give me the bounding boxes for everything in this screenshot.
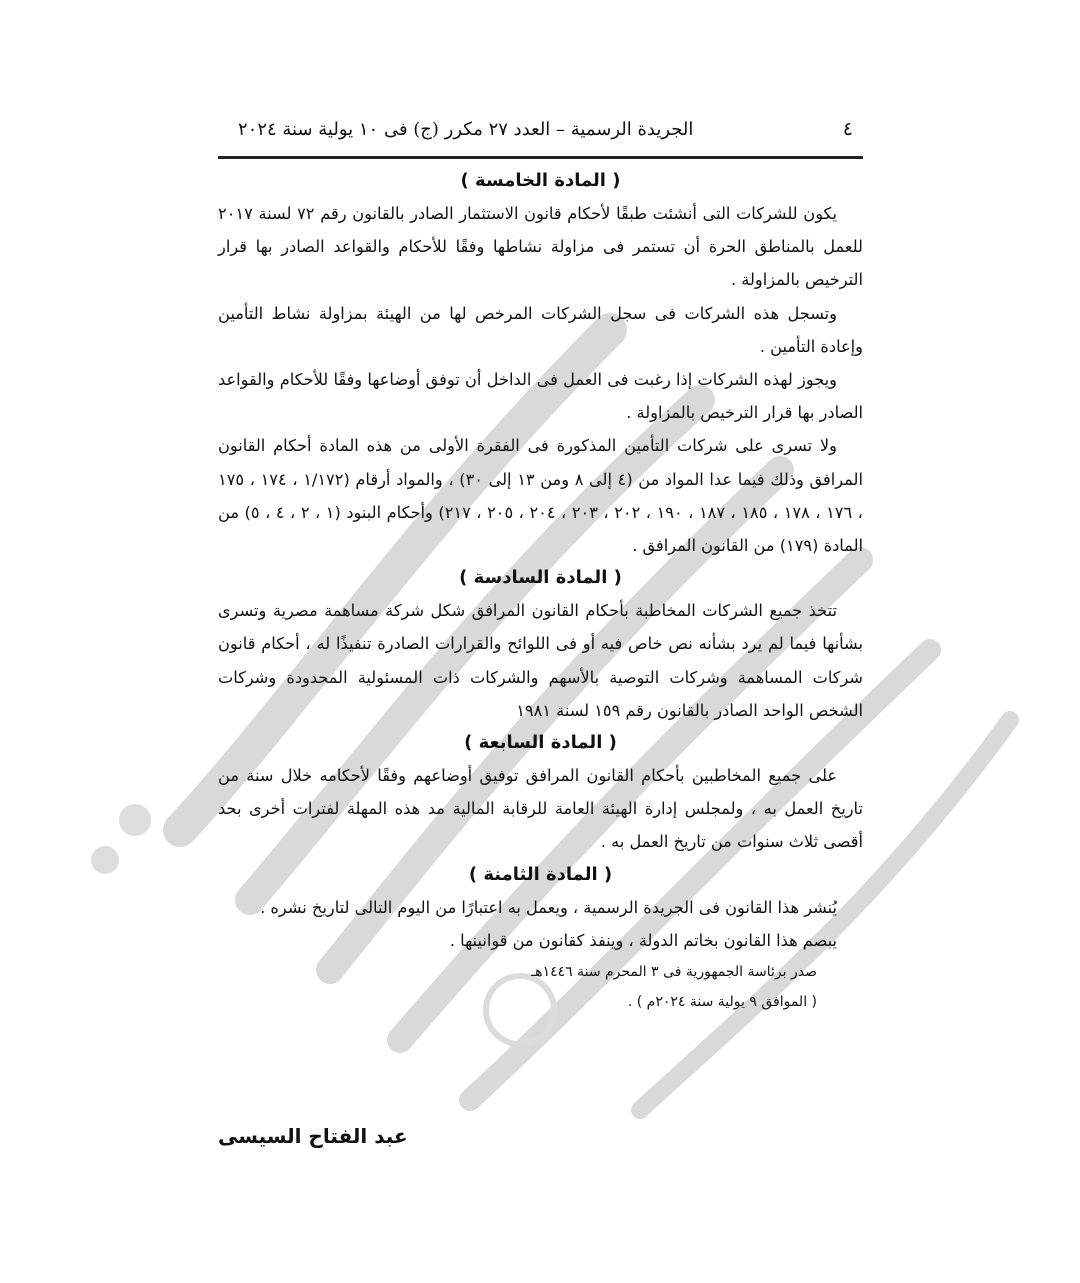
article-heading <box>218 167 863 195</box>
watermark-dot <box>119 804 151 836</box>
page-number: ٤ <box>842 118 853 140</box>
watermark-dot <box>91 846 119 874</box>
article-title: ( المادة السادسة ) <box>459 567 622 589</box>
article-title: ( المادة السابعة ) <box>464 732 617 754</box>
article-title: ( المادة الخامسة ) <box>460 170 621 191</box>
article-paragraph: يُنشر هذا القانون فى الجريدة الرسمية ، ويعمل به اعتبارًا من اليوم التالى لتاريخ نشره . <box>260 897 837 917</box>
article-heading <box>218 729 863 757</box>
document-page <box>218 118 863 1017</box>
header-rule <box>218 156 863 159</box>
article-paragraph: ولا تسرى على شركات التأمين المذكورة فى الفقرة الأولى من هذه المادة أحكام القانون المرافق وذلك فيما عدا المواد من (٤ إلى ٨ ومن ١٣ إلى ٣٠) ، والمواد أرقام (١/١٧٢ ، ١٧٤ ، ١٧٥ ، ١٧٦ ، ١٧٨ ، ١٨٥ ، ١٨٧ ، ١٩٠ ، ٢٠٢ ، ٢٠٣ ، ٢٠٤ ، ٢٠٥ ، ٢١٧) وأحكام البنود (١ ، ٢ ، ٤ ، ٥) من المادة (١٧٩) من القانون المرافق . <box>218 436 863 556</box>
article-five <box>218 167 863 562</box>
article-seven <box>218 729 863 859</box>
article-six <box>218 564 863 727</box>
article-heading <box>218 564 863 592</box>
issued-date: صدر برئاسة الجمهورية فى ٣ المحرم سنة ١٤٤٦هـ <box>531 963 817 980</box>
corresponding-date: ( الموافق ٩ يولية سنة ٢٠٢٤م ) . <box>627 993 817 1010</box>
article-paragraph: ويجوز لهذه الشركات إذا رغبت فى العمل فى الداخل أن توفق أوضاعها وفقًا للأحكام والقواعد الصادر بها قرار الترخيص بالمزاولة . <box>218 370 863 423</box>
article-paragraph: على جميع المخاطبين بأحكام القانون المرافق توفيق أوضاعهم وفقًا لأحكامه خلال سنة من تاريخ العمل به ، ولمجلس إدارة الهيئة العامة للرقابة المالية مد هذه المهلة لفترات أخرى بحد أقصى ثلاث سنوات من تاريخ العمل به . <box>218 766 863 852</box>
article-paragraph: وتسجل هذه الشركات فى سجل الشركات المرخص لها من الهيئة بمزاولة نشاط التأمين وإعادة التأمين . <box>218 303 863 356</box>
seal-statement: يبصم هذا القانون بخاتم الدولة ، وينفذ كقانون من قوانينها . <box>449 930 837 950</box>
gazette-title: الجريدة الرسمية – العدد ٢٧ مكرر (ج) فى ١٠ يولية سنة ٢٠٢٤ <box>238 119 694 140</box>
page-header <box>218 118 863 150</box>
article-paragraph: يكون للشركات التى أنشئت طبقًا لأحكام قانون الاستثمار الصادر بالقانون رقم ٧٢ لسنة ٢٠١٧ للعمل بالمناطق الحرة أن تستمر فى مزاولة نشاطها وفقًا للأحكام والقواعد الصادر بها قرار الترخيص بالمزاولة . <box>218 204 863 290</box>
president-signature: عبد الفتاح السيسى <box>218 1124 408 1148</box>
article-eight <box>218 861 863 924</box>
article-paragraph: تتخذ جميع الشركات المخاطبة بأحكام القانون المرافق شكل شركة مساهمة مصرية وتسرى بشأنها فيما لم يرد بشأنه نص خاص فيه أو فى اللوائح والقرارات الصادرة تنفيذًا له ، أحكام قانون شركات المساهمة وشركات التوصية بالأسهم والشركات ذات المسئولية المحدودة وشركات الشخص الواحد الصادر بالقانون رقم ١٥٩ لسنة ١٩٨١ <box>218 601 863 720</box>
article-title: ( المادة الثامنة ) <box>468 863 613 885</box>
article-heading <box>218 861 863 889</box>
